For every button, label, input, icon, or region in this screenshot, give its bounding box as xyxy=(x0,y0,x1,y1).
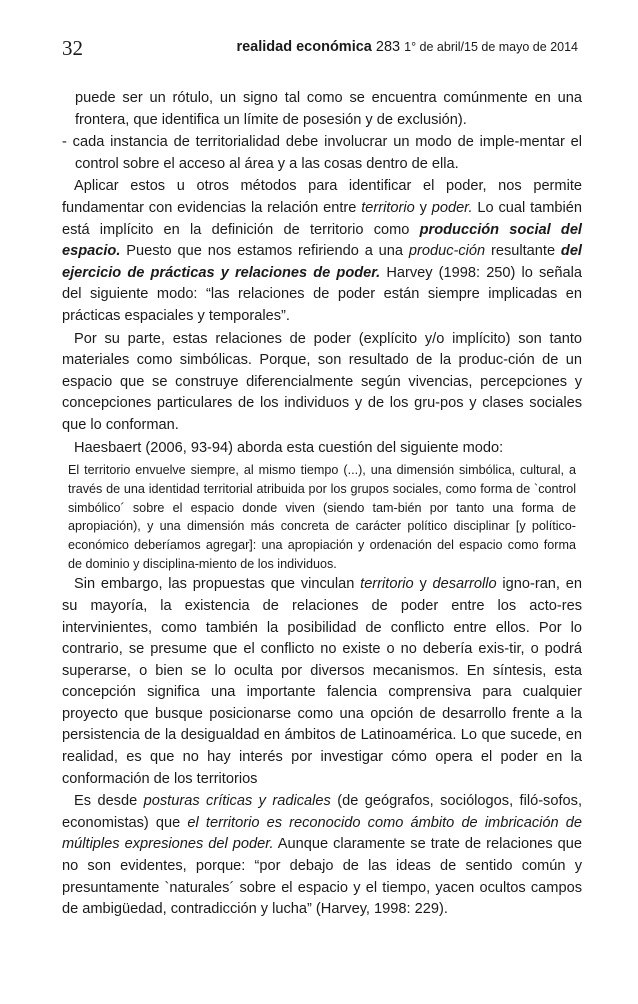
paragraph xyxy=(62,791,582,921)
bold-emphasis: del ejercicio de prácticas y relaciones de poder. xyxy=(62,243,582,281)
text-run: Puesto que nos estamos refiriendo a una xyxy=(120,243,409,260)
journal-name: realidad económica xyxy=(236,39,372,55)
emphasis: produc-ción xyxy=(408,243,486,260)
text-run: Es desde xyxy=(74,793,144,810)
emphasis: posturas críticas y radicales xyxy=(143,793,331,810)
paragraph: Haesbaert (2006, 93-94) aborda esta cuestión del siguiente modo: xyxy=(74,439,504,456)
text-run: Lo cual también está implícito en la definición de territorio como xyxy=(62,199,583,238)
text-run: Aplicar estos u otros métodos para identificar el poder, nos permite fundamentar con evidencias la relación entre xyxy=(62,178,582,216)
text-run: Harvey (1998: 250) lo señala del siguiente modo: “las relaciones de poder están siempre implicadas en prácticas espaciales y temporales”. xyxy=(62,264,583,324)
list-item-continuation: puede ser un rótulo, un signo tal como se encuentra comúnmente en una frontera, que identifica un límite de posesión y de exclusión). xyxy=(75,90,582,128)
text-run: (de geógrafos, sociólogos, filó-sofos, economistas) que xyxy=(62,793,582,831)
paragraph xyxy=(62,574,582,790)
text-run: y xyxy=(413,576,433,593)
text-run: resultante xyxy=(485,243,561,260)
emphasis: poder. xyxy=(431,199,473,216)
page-header xyxy=(62,36,592,62)
list-item: - cada instancia de territorialidad debe involucrar un modo de imple-mentar el control sobre el acceso al área y a las cosas dentro de ella. xyxy=(62,134,582,172)
issue-date: 1° de abril/15 de mayo de 2014 xyxy=(404,40,578,54)
page-body xyxy=(62,88,582,921)
issue-number: 283 xyxy=(375,39,401,55)
page-number: 32 xyxy=(62,36,83,60)
emphasis: territorio xyxy=(360,576,414,593)
emphasis: territorio xyxy=(361,199,415,216)
paragraph: Por su parte, estas relaciones de poder (explícito y/o implícito) son tanto materiales como simbólicas. Porque, son resultado de la produc-ción de un espacio que se construye diferencialmente según vivencias, percepciones y concepciones particulares de los individuos y de los gru-pos y clases sociales que lo conforman. xyxy=(62,330,582,433)
text-run: Aunque claramente se trate de relaciones que no son evidentes, porque: “por debajo de las ideas de sentido común y presuntamente `naturales´ sobre el espacio y el tiempo, yacen ocultos campos de ambigüedad, contradicción y lucha” (Harvey, 1998: 229). xyxy=(62,836,582,918)
emphasis: el territorio es reconocido como ámbito de imbricación de múltiples expresiones del poder. xyxy=(62,814,582,853)
text-run: igno-ran, en su mayoría, la existencia de relaciones de poder entre los acto-res intervinientes, como también la posibilidad de conflicto entre ellos. Por lo contrario, se presume que el conflicto no existe o no debería exis-tir, o podrá superarse, o bien se lo oculta por diversos mecanismos. En síntesis, esta concepción significa una importante falencia comprensiva para cualquier proyecto que busque posicionarse como una opción de desarrollo frente a la persistencia de la desigualdad en ámbitos de Latinoamérica. Lo que sucede, en realidad, es que no hay interés por investigar cómo opera el poder en la conformación de los territorios xyxy=(62,576,582,787)
running-header xyxy=(236,39,578,55)
text-run: Sin embargo, las propuestas que vinculan xyxy=(74,576,361,593)
text-run: y xyxy=(414,199,432,216)
emphasis: desarrollo xyxy=(432,576,497,593)
block-quote: El territorio envuelve siempre, al mismo tiempo (...), una dimensión simbólica, cultural, a través de una identidad territorial atribuida por los grupos sociales, como forma de `control simbólico´ sobre el espacio donde viven (siendo tam-bién por tanto una forma de apropiación), y una dimensión más concreta de carácter político disciplinar [y político-económico deberíamos agregar]: una apropiación y ordenación del espacio como forma de dominio y disciplina-miento de los individuos. xyxy=(68,463,576,571)
bold-emphasis: producción social del espacio. xyxy=(62,221,582,260)
paragraph xyxy=(62,176,582,327)
